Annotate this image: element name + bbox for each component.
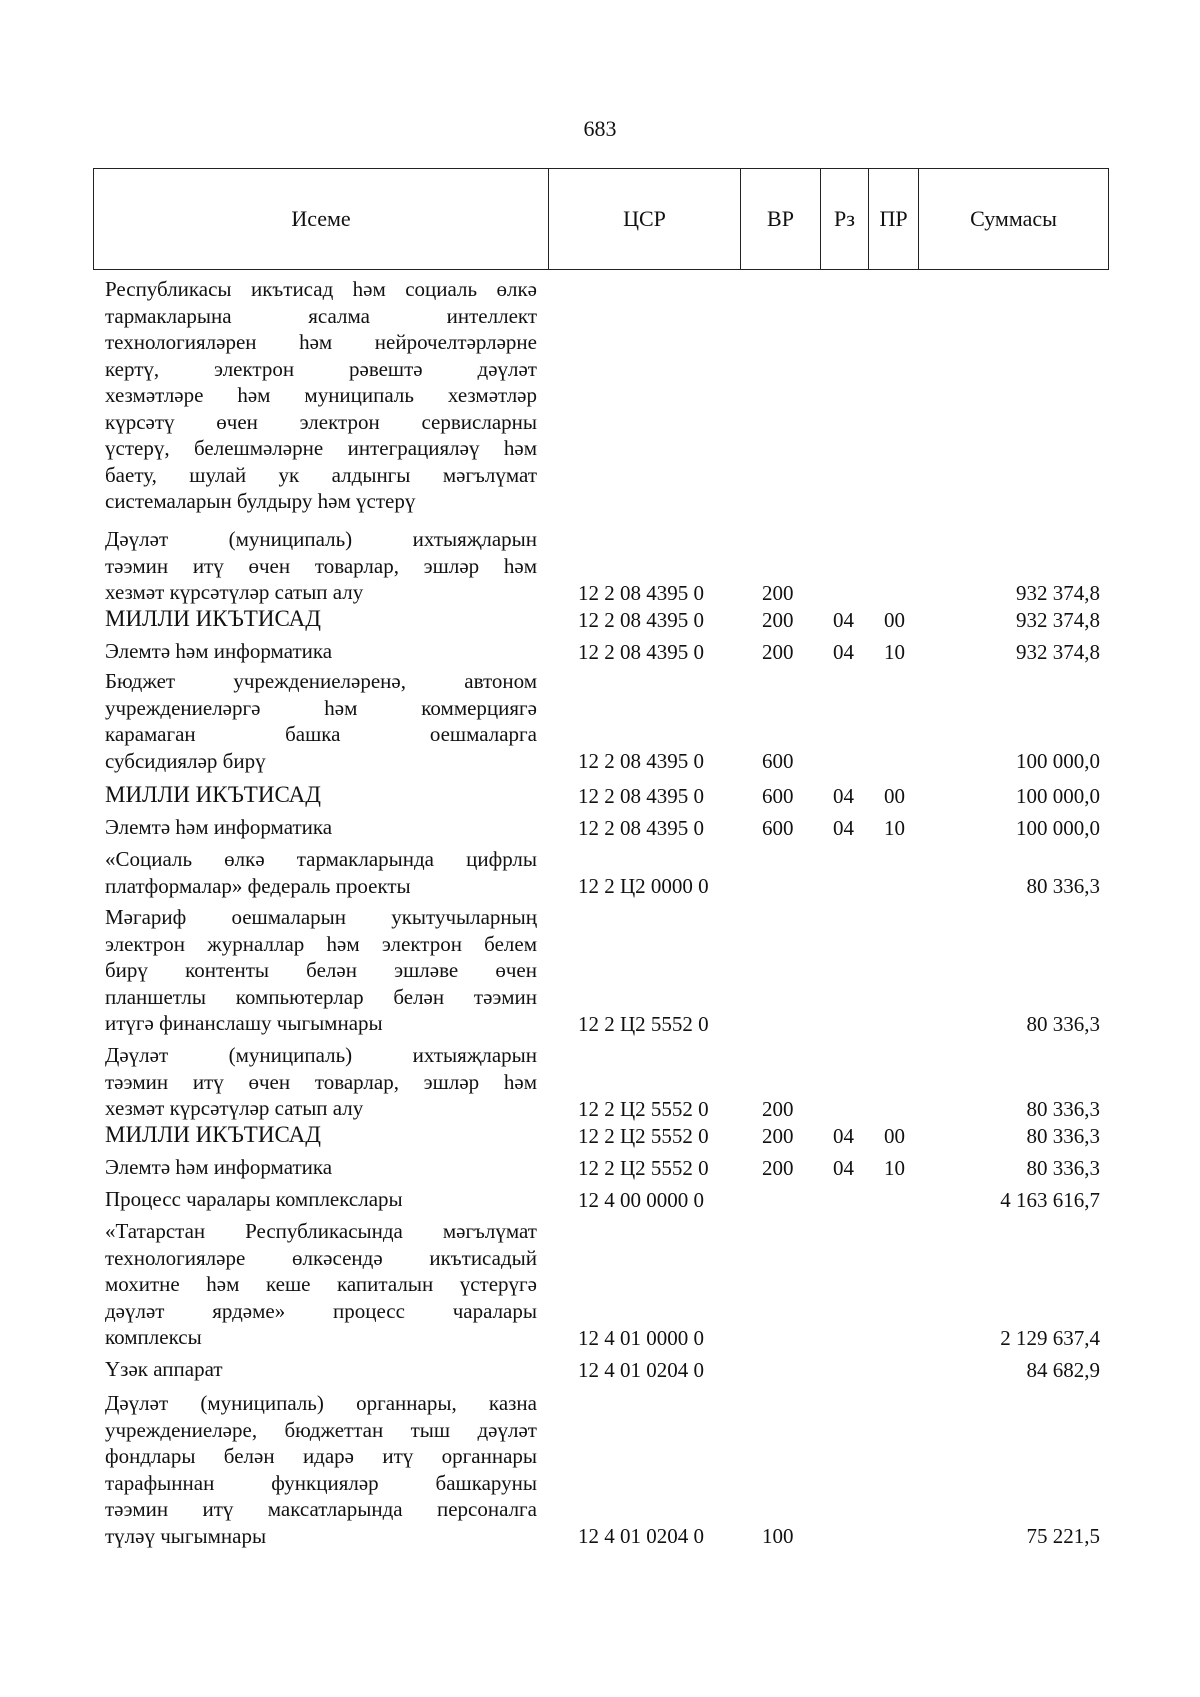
row-vr: 600 (762, 749, 794, 773)
row-csr: 12 2 08 4395 0 (578, 580, 704, 605)
table-row (0, 904, 1200, 1037)
row-vr: 200 (762, 1155, 794, 1180)
row-vr: 600 (762, 815, 794, 840)
table-row (0, 846, 1200, 899)
table-row (0, 1042, 1200, 1122)
row-name-line: Бюджет учреждениеләренә, автоном (105, 669, 537, 693)
table-row (0, 1218, 1200, 1351)
row-rz: 04 (833, 1123, 854, 1148)
row-name-line: Элемтә һәм информатика (105, 815, 333, 839)
row-name (105, 1390, 537, 1549)
row-name (105, 276, 537, 515)
row-csr: 12 2 Ц2 5552 0 (578, 1155, 709, 1180)
row-name-line: платформалар» федераль проекты (105, 873, 411, 898)
table-row (0, 1122, 1200, 1149)
header-name: Исеме (94, 169, 549, 269)
row-name-line: тармакларына ясалма интеллект (105, 303, 537, 328)
row-name (105, 638, 537, 665)
row-name (105, 668, 537, 774)
row-name-line: электрон журналлар һәм электрон белем (105, 931, 537, 956)
row-sum: 80 336,3 (1026, 1123, 1100, 1148)
row-name-line: Мәгариф оешмаларын укытучыларның (105, 905, 537, 929)
row-name-line: күрсәтү өчен электрон сервисларны (105, 409, 537, 434)
row-name (105, 782, 537, 809)
row-name (105, 1186, 537, 1213)
row-name-line: Үзәк аппарат (105, 1357, 223, 1381)
row-name-line: планшетлы компьютерлар белән тәэмин (105, 984, 537, 1009)
row-name-line: тарафыннан функцияләр башкаруны (105, 1470, 537, 1495)
row-csr: 12 2 08 4395 0 (578, 639, 704, 664)
row-name-line: фондлары белән идарә итү органнары (105, 1444, 537, 1468)
row-name (105, 1122, 537, 1149)
row-name-line: комплексы (105, 1325, 202, 1349)
row-name-line: Дәүләт (муниципаль) ихтыяҗларын (105, 527, 537, 551)
row-sum: 4 163 616,7 (1000, 1187, 1100, 1212)
row-csr: 12 2 08 4395 0 (578, 783, 704, 808)
row-name-line: Элемтә һәм информатика (105, 1155, 333, 1179)
row-csr: 12 2 08 4395 0 (578, 607, 704, 632)
row-csr: 12 2 Ц2 5552 0 (578, 1011, 709, 1036)
header-vr: ВР (741, 169, 821, 269)
row-name-line: субсидияләр бирү (105, 748, 266, 773)
row-rz: 04 (833, 607, 854, 632)
row-name-line: тәэмин итү максатларында персоналга (105, 1497, 537, 1521)
header-pr: ПР (869, 169, 919, 269)
row-csr: 12 2 08 4395 0 (578, 815, 704, 840)
row-vr: 200 (762, 1096, 794, 1121)
row-name-line: Дәүләт (муниципаль) ихтыяҗларын (105, 1043, 537, 1067)
row-csr: 12 4 01 0204 0 (578, 1524, 704, 1548)
row-name (105, 526, 537, 606)
row-name (105, 1356, 537, 1383)
row-name-line: МИЛЛИ ИКЪТИСАД (105, 1122, 321, 1147)
row-rz: 04 (833, 815, 854, 840)
table-row (0, 782, 1200, 809)
row-name-line: тәэмин итү өчен товарлар, эшләр һәм (105, 1069, 537, 1094)
row-vr: 200 (762, 607, 794, 632)
row-name (105, 1042, 537, 1122)
row-name-line: технологияләрен һәм нейрочелтәрләрне (105, 330, 537, 354)
row-name-line: баету, шулай ук алдынгы мәгълүмат (105, 462, 537, 487)
row-name-line: мохитне һәм кеше капиталын үстерүгә (105, 1272, 537, 1296)
row-csr: 12 4 01 0000 0 (578, 1325, 704, 1350)
row-sum: 80 336,3 (1026, 874, 1100, 898)
row-name (105, 904, 537, 1037)
row-sum: 80 336,3 (1026, 1096, 1100, 1121)
header-csr: ЦСР (549, 169, 741, 269)
row-sum: 84 682,9 (1026, 1357, 1100, 1382)
row-name (105, 846, 537, 899)
row-rz: 04 (833, 639, 854, 664)
header-sum: Суммасы (970, 206, 1057, 231)
row-name (105, 814, 537, 841)
row-name-line: учреждениеләре, бюджеттан тыш дәүләт (105, 1417, 537, 1442)
row-name-line: Республикасы икътисад һәм социаль өлкә (105, 277, 537, 301)
row-sum: 80 336,3 (1026, 1011, 1100, 1036)
table-row (0, 668, 1200, 774)
row-pr: 10 (884, 1155, 905, 1180)
table-row (0, 1186, 1200, 1213)
table-row (0, 638, 1200, 665)
row-name-line: системаларын булдыру һәм үстерү (105, 489, 416, 513)
row-sum: 100 000,0 (1016, 749, 1100, 773)
row-name-line: хезмәт күрсәтүләр сатып алу (105, 580, 364, 604)
row-name-line: бирү контенты белән эшләве өчен (105, 958, 537, 982)
row-csr: 12 2 08 4395 0 (578, 749, 704, 773)
row-name-line: «Татарстан Республикасында мәгълүмат (105, 1219, 537, 1243)
row-sum: 2 129 637,4 (1000, 1325, 1100, 1350)
row-csr: 12 4 01 0204 0 (578, 1357, 704, 1382)
row-name (105, 1154, 537, 1181)
table-row (0, 1356, 1200, 1383)
row-name-line: «Социаль өлкә тармакларында цифрлы (105, 847, 537, 871)
row-sum: 75 221,5 (1026, 1524, 1100, 1548)
row-name-line: хезмәт күрсәтүләр сатып алу (105, 1096, 364, 1120)
row-csr: 12 4 00 0000 0 (578, 1187, 704, 1212)
row-name-line: Дәүләт (муниципаль) органнары, казна (105, 1391, 537, 1415)
row-sum: 932 374,8 (1016, 607, 1100, 632)
row-pr: 10 (884, 639, 905, 664)
row-name-line: Процесс чаралары комплекслары (105, 1187, 403, 1211)
table-header (93, 168, 1109, 270)
row-name-line: хезмәтләре һәм муниципаль хезмәтләр (105, 383, 537, 407)
row-vr: 600 (762, 783, 794, 808)
row-csr: 12 2 Ц2 5552 0 (578, 1123, 709, 1148)
row-pr: 00 (884, 783, 905, 808)
table-row (0, 814, 1200, 841)
table-row (0, 276, 1200, 515)
row-name-line: үстерү, белешмәләрне интеграцияләү һәм (105, 436, 537, 460)
row-pr: 00 (884, 1123, 905, 1148)
table-row (0, 606, 1200, 633)
row-sum: 100 000,0 (1016, 815, 1100, 840)
table-row (0, 526, 1200, 606)
row-vr: 200 (762, 1123, 794, 1148)
row-sum: 932 374,8 (1016, 580, 1100, 605)
row-name-line: МИЛЛИ ИКЪТИСАД (105, 606, 321, 631)
row-csr: 12 2 Ц2 0000 0 (578, 874, 709, 898)
row-name-line: кертү, электрон рәвештә дәүләт (105, 356, 537, 381)
row-sum: 100 000,0 (1016, 783, 1100, 808)
row-sum: 80 336,3 (1026, 1155, 1100, 1180)
row-pr: 00 (884, 607, 905, 632)
row-name (105, 606, 537, 633)
header-rz: Рз (821, 169, 869, 269)
row-csr: 12 2 Ц2 5552 0 (578, 1096, 709, 1121)
row-name-line: Элемтә һәм информатика (105, 639, 333, 663)
row-name-line: карамаган башка оешмаларга (105, 722, 537, 746)
row-vr: 200 (762, 580, 794, 605)
row-name-line: дәүләт ярдәме» процесс чаралары (105, 1298, 537, 1323)
row-vr: 200 (762, 639, 794, 664)
row-rz: 04 (833, 1155, 854, 1180)
row-name-line: түләү чыгымнары (105, 1523, 267, 1548)
row-name-line: технологияләре өлкәсендә икътисадый (105, 1245, 537, 1270)
row-sum: 932 374,8 (1016, 639, 1100, 664)
table-row (0, 1390, 1200, 1549)
row-name (105, 1218, 537, 1351)
row-vr: 100 (762, 1524, 794, 1548)
row-name-line: МИЛЛИ ИКЪТИСАД (105, 782, 321, 807)
row-name-line: учреждениеләргә һәм коммерциягә (105, 695, 537, 720)
table-row (0, 1154, 1200, 1181)
row-name-line: тәэмин итү өчен товарлар, эшләр һәм (105, 553, 537, 578)
row-pr: 10 (884, 815, 905, 840)
row-rz: 04 (833, 783, 854, 808)
page-number: 683 (583, 116, 617, 141)
row-name-line: итүгә финанслашу чыгымнары (105, 1011, 383, 1035)
